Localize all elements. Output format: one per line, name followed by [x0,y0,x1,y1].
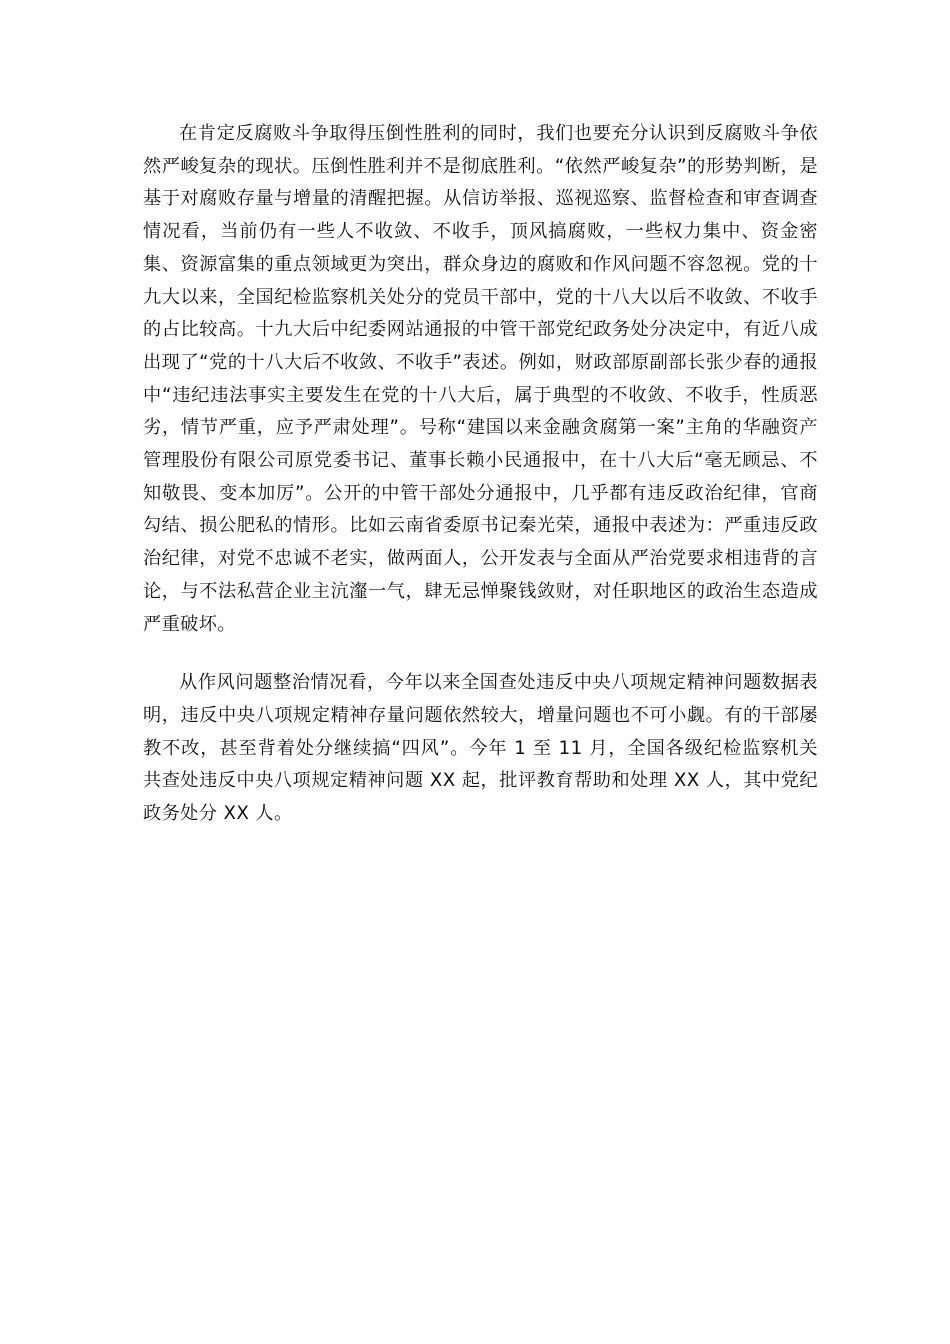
paragraph-anticorruption-situation: 在肯定反腐败斗争取得压倒性胜利的同时，我们也要充分认识到反腐败斗争依然严峻复杂的现状。压倒性胜利并不是彻底胜利。“依然严峻复杂”的形势判断，是基于对腐败存量与增量的清醒把握。从信访举报、巡视巡察、监督检查和审查调查情况看，当前仍有一些人不收敛、不收手，顶风搞腐败，一些权力集中、资金密集、资源富集的重点领域更为突出，群众身边的腐败和作风问题不容忽视。党的十九大以来，全国纪检监察机关处分的党员干部中，党的十八大以后不收敛、不收手的占比较高。十九大后中纪委网站通报的中管干部党纪政务处分决定中，有近八成出现了“党的十八大后不收敛、不收手”表述。例如，财政部原副部长张少春的通报中“违纪违法事实主要发生在党的十八大后，属于典型的不收敛、不收手，性质恶劣，情节严重，应予严肃处理”。号称“建国以来金融贪腐第一案”主角的华融资产管理股份有限公司原党委书记、董事长赖小民通报中，在十八大后“毫无顾忌、不知敬畏、变本加厉”。公开的中管干部处分通报中，几乎都有违反政治纪律，官商勾结、损公肥私的情形。比如云南省委原书记秦光荣，通报中表述为：严重违反政治纪律，对党不忠诚不老实，做两面人，公开发表与全面从严治党要求相违背的言论，与不法私营企业主沆瀣一气，肆无忌惮聚钱敛财，对任职地区的政治生态造成严重破坏。 [143,123,818,635]
paragraph-work-style-rectification: 从作风问题整治情况看，今年以来全国查处违反中央八项规定精神问题数据表明，违反中央八项规定精神存量问题依然较大，增量问题也不可小觑。有的干部屡教不改，甚至背着处分继续搞“四风”。今年 1 至 11 月，全国各级纪检监察机关共查处违反中央八项规定精神问题 XX 起，批评教育帮助和处理 XX 人，其中党纪政务处分 XX 人。 [143,672,818,825]
document-body [143,118,818,831]
